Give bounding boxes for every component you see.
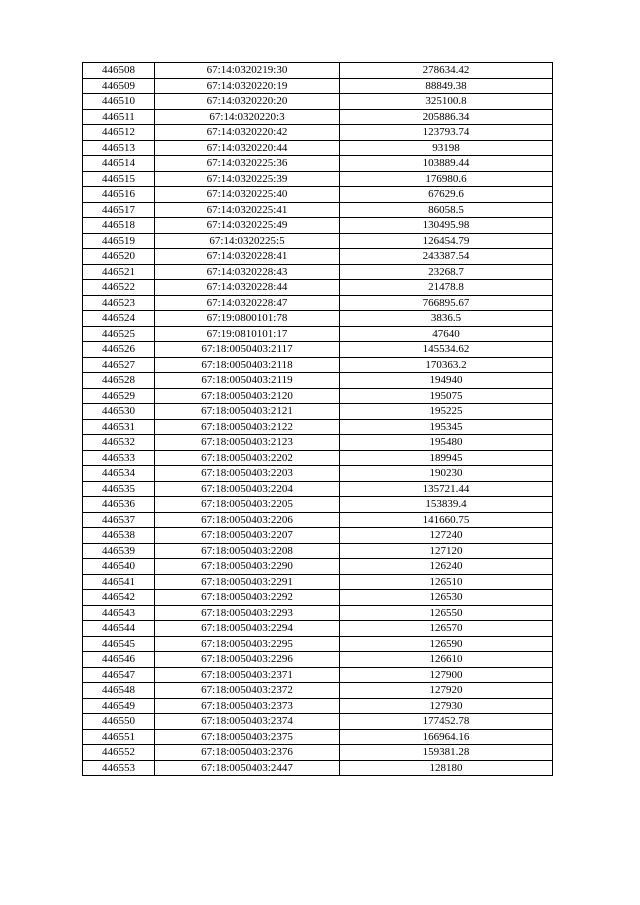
cadastral-number-cell: 67:18:0050403:2202 xyxy=(155,450,340,466)
cadastral-number-cell: 67:14:0320228:43 xyxy=(155,264,340,280)
table-row xyxy=(83,388,553,404)
row-number-cell: 446544 xyxy=(83,621,155,637)
row-number-cell: 446537 xyxy=(83,512,155,528)
table-row xyxy=(83,760,553,776)
cadastral-number-cell: 67:18:0050403:2372 xyxy=(155,683,340,699)
value-cell: 93198 xyxy=(340,140,553,156)
document-page xyxy=(82,62,552,776)
table-row xyxy=(83,729,553,745)
value-cell: 23268.7 xyxy=(340,264,553,280)
row-number-cell: 446520 xyxy=(83,249,155,265)
table-row xyxy=(83,404,553,420)
row-number-cell: 446527 xyxy=(83,357,155,373)
cadastral-number-cell: 67:14:0320225:5 xyxy=(155,233,340,249)
value-cell: 195075 xyxy=(340,388,553,404)
row-number-cell: 446546 xyxy=(83,652,155,668)
table-row xyxy=(83,140,553,156)
row-number-cell: 446541 xyxy=(83,574,155,590)
row-number-cell: 446531 xyxy=(83,419,155,435)
cadastral-number-cell: 67:18:0050403:2204 xyxy=(155,481,340,497)
table-row xyxy=(83,466,553,482)
table-row xyxy=(83,714,553,730)
value-cell: 21478.8 xyxy=(340,280,553,296)
table-row xyxy=(83,202,553,218)
cadastral-number-cell: 67:14:0320220:44 xyxy=(155,140,340,156)
row-number-cell: 446551 xyxy=(83,729,155,745)
cadastral-number-cell: 67:18:0050403:2375 xyxy=(155,729,340,745)
cadastral-number-cell: 67:18:0050403:2208 xyxy=(155,543,340,559)
cadastral-value-table xyxy=(82,62,553,776)
table-row xyxy=(83,419,553,435)
row-number-cell: 446517 xyxy=(83,202,155,218)
cadastral-number-cell: 67:19:0800101:78 xyxy=(155,311,340,327)
value-cell: 278634.42 xyxy=(340,63,553,79)
row-number-cell: 446514 xyxy=(83,156,155,172)
row-number-cell: 446549 xyxy=(83,698,155,714)
table-row xyxy=(83,559,553,575)
value-cell: 145534.62 xyxy=(340,342,553,358)
row-number-cell: 446510 xyxy=(83,94,155,110)
value-cell: 88849.38 xyxy=(340,78,553,94)
value-cell: 176980.6 xyxy=(340,171,553,187)
table-row xyxy=(83,249,553,265)
value-cell: 194940 xyxy=(340,373,553,389)
table-row xyxy=(83,435,553,451)
table-row xyxy=(83,326,553,342)
table-row xyxy=(83,78,553,94)
cadastral-number-cell: 67:18:0050403:2119 xyxy=(155,373,340,389)
value-cell: 123793.74 xyxy=(340,125,553,141)
value-cell: 126550 xyxy=(340,605,553,621)
value-cell: 67629.6 xyxy=(340,187,553,203)
cadastral-number-cell: 67:14:0320220:3 xyxy=(155,109,340,125)
table-row xyxy=(83,311,553,327)
value-cell: 166964.16 xyxy=(340,729,553,745)
cadastral-number-cell: 67:18:0050403:2123 xyxy=(155,435,340,451)
cadastral-number-cell: 67:18:0050403:2120 xyxy=(155,388,340,404)
table-row xyxy=(83,652,553,668)
cadastral-number-cell: 67:18:0050403:2118 xyxy=(155,357,340,373)
value-cell: 86058.5 xyxy=(340,202,553,218)
table-row xyxy=(83,481,553,497)
cadastral-number-cell: 67:14:0320225:41 xyxy=(155,202,340,218)
row-number-cell: 446512 xyxy=(83,125,155,141)
row-number-cell: 446515 xyxy=(83,171,155,187)
cadastral-number-cell: 67:18:0050403:2122 xyxy=(155,419,340,435)
row-number-cell: 446542 xyxy=(83,590,155,606)
row-number-cell: 446509 xyxy=(83,78,155,94)
cadastral-number-cell: 67:14:0320228:47 xyxy=(155,295,340,311)
cadastral-number-cell: 67:18:0050403:2293 xyxy=(155,605,340,621)
row-number-cell: 446513 xyxy=(83,140,155,156)
cadastral-number-cell: 67:19:0810101:17 xyxy=(155,326,340,342)
table-row xyxy=(83,357,553,373)
row-number-cell: 446529 xyxy=(83,388,155,404)
value-cell: 195225 xyxy=(340,404,553,420)
row-number-cell: 446523 xyxy=(83,295,155,311)
cadastral-number-cell: 67:18:0050403:2205 xyxy=(155,497,340,513)
value-cell: 170363.2 xyxy=(340,357,553,373)
table-row xyxy=(83,94,553,110)
value-cell: 243387.54 xyxy=(340,249,553,265)
row-number-cell: 446530 xyxy=(83,404,155,420)
table-row xyxy=(83,590,553,606)
table-row xyxy=(83,574,553,590)
row-number-cell: 446538 xyxy=(83,528,155,544)
row-number-cell: 446521 xyxy=(83,264,155,280)
table-row xyxy=(83,667,553,683)
cadastral-number-cell: 67:18:0050403:2291 xyxy=(155,574,340,590)
cadastral-number-cell: 67:18:0050403:2371 xyxy=(155,667,340,683)
cadastral-number-cell: 67:18:0050403:2296 xyxy=(155,652,340,668)
cadastral-number-cell: 67:18:0050403:2447 xyxy=(155,760,340,776)
value-cell: 127920 xyxy=(340,683,553,699)
value-cell: 127120 xyxy=(340,543,553,559)
table-row xyxy=(83,745,553,761)
table-row xyxy=(83,125,553,141)
value-cell: 159381.28 xyxy=(340,745,553,761)
cadastral-number-cell: 67:14:0320225:36 xyxy=(155,156,340,172)
row-number-cell: 446535 xyxy=(83,481,155,497)
table-row xyxy=(83,218,553,234)
table-row xyxy=(83,497,553,513)
cadastral-number-cell: 67:14:0320220:42 xyxy=(155,125,340,141)
cadastral-number-cell: 67:18:0050403:2295 xyxy=(155,636,340,652)
row-number-cell: 446508 xyxy=(83,63,155,79)
cadastral-number-cell: 67:14:0320225:39 xyxy=(155,171,340,187)
row-number-cell: 446539 xyxy=(83,543,155,559)
table-row xyxy=(83,636,553,652)
value-cell: 195480 xyxy=(340,435,553,451)
cadastral-number-cell: 67:18:0050403:2376 xyxy=(155,745,340,761)
table-row xyxy=(83,512,553,528)
value-cell: 126454.79 xyxy=(340,233,553,249)
table-row xyxy=(83,295,553,311)
row-number-cell: 446550 xyxy=(83,714,155,730)
value-cell: 189945 xyxy=(340,450,553,466)
row-number-cell: 446519 xyxy=(83,233,155,249)
row-number-cell: 446526 xyxy=(83,342,155,358)
table-row xyxy=(83,342,553,358)
value-cell: 47640 xyxy=(340,326,553,342)
table-row xyxy=(83,156,553,172)
cadastral-number-cell: 67:14:0320220:20 xyxy=(155,94,340,110)
value-cell: 126510 xyxy=(340,574,553,590)
table-row xyxy=(83,543,553,559)
cadastral-number-cell: 67:14:0320225:49 xyxy=(155,218,340,234)
value-cell: 190230 xyxy=(340,466,553,482)
cadastral-number-cell: 67:14:0320228:44 xyxy=(155,280,340,296)
value-cell: 126610 xyxy=(340,652,553,668)
cadastral-number-cell: 67:14:0320225:40 xyxy=(155,187,340,203)
table-row xyxy=(83,233,553,249)
row-number-cell: 446533 xyxy=(83,450,155,466)
row-number-cell: 446518 xyxy=(83,218,155,234)
cadastral-number-cell: 67:14:0320228:41 xyxy=(155,249,340,265)
table-row xyxy=(83,264,553,280)
row-number-cell: 446540 xyxy=(83,559,155,575)
value-cell: 177452.78 xyxy=(340,714,553,730)
value-cell: 126590 xyxy=(340,636,553,652)
table-row xyxy=(83,450,553,466)
table-row xyxy=(83,280,553,296)
value-cell: 153839.4 xyxy=(340,497,553,513)
value-cell: 130495.98 xyxy=(340,218,553,234)
cadastral-number-cell: 67:18:0050403:2374 xyxy=(155,714,340,730)
row-number-cell: 446547 xyxy=(83,667,155,683)
cadastral-number-cell: 67:18:0050403:2206 xyxy=(155,512,340,528)
value-cell: 126570 xyxy=(340,621,553,637)
cadastral-number-cell: 67:18:0050403:2294 xyxy=(155,621,340,637)
value-cell: 127240 xyxy=(340,528,553,544)
table-row xyxy=(83,187,553,203)
cadastral-number-cell: 67:18:0050403:2203 xyxy=(155,466,340,482)
table-row xyxy=(83,698,553,714)
value-cell: 205886.34 xyxy=(340,109,553,125)
cadastral-number-cell: 67:14:0320219:30 xyxy=(155,63,340,79)
row-number-cell: 446516 xyxy=(83,187,155,203)
value-cell: 126240 xyxy=(340,559,553,575)
table-row xyxy=(83,373,553,389)
value-cell: 135721.44 xyxy=(340,481,553,497)
value-cell: 127900 xyxy=(340,667,553,683)
value-cell: 3836.5 xyxy=(340,311,553,327)
cadastral-number-cell: 67:18:0050403:2292 xyxy=(155,590,340,606)
value-cell: 766895.67 xyxy=(340,295,553,311)
row-number-cell: 446524 xyxy=(83,311,155,327)
row-number-cell: 446543 xyxy=(83,605,155,621)
row-number-cell: 446528 xyxy=(83,373,155,389)
cadastral-number-cell: 67:18:0050403:2290 xyxy=(155,559,340,575)
table-row xyxy=(83,171,553,187)
cadastral-number-cell: 67:18:0050403:2207 xyxy=(155,528,340,544)
row-number-cell: 446536 xyxy=(83,497,155,513)
table-row xyxy=(83,63,553,79)
row-number-cell: 446522 xyxy=(83,280,155,296)
row-number-cell: 446545 xyxy=(83,636,155,652)
row-number-cell: 446511 xyxy=(83,109,155,125)
table-row xyxy=(83,605,553,621)
row-number-cell: 446552 xyxy=(83,745,155,761)
table-body xyxy=(83,63,553,776)
row-number-cell: 446553 xyxy=(83,760,155,776)
row-number-cell: 446525 xyxy=(83,326,155,342)
cadastral-number-cell: 67:18:0050403:2373 xyxy=(155,698,340,714)
row-number-cell: 446532 xyxy=(83,435,155,451)
table-row xyxy=(83,621,553,637)
value-cell: 127930 xyxy=(340,698,553,714)
table-row xyxy=(83,683,553,699)
table-row xyxy=(83,528,553,544)
value-cell: 141660.75 xyxy=(340,512,553,528)
cadastral-number-cell: 67:18:0050403:2117 xyxy=(155,342,340,358)
value-cell: 195345 xyxy=(340,419,553,435)
row-number-cell: 446548 xyxy=(83,683,155,699)
cadastral-number-cell: 67:18:0050403:2121 xyxy=(155,404,340,420)
value-cell: 128180 xyxy=(340,760,553,776)
value-cell: 103889.44 xyxy=(340,156,553,172)
row-number-cell: 446534 xyxy=(83,466,155,482)
table-row xyxy=(83,109,553,125)
value-cell: 126530 xyxy=(340,590,553,606)
cadastral-number-cell: 67:14:0320220:19 xyxy=(155,78,340,94)
value-cell: 325100.8 xyxy=(340,94,553,110)
